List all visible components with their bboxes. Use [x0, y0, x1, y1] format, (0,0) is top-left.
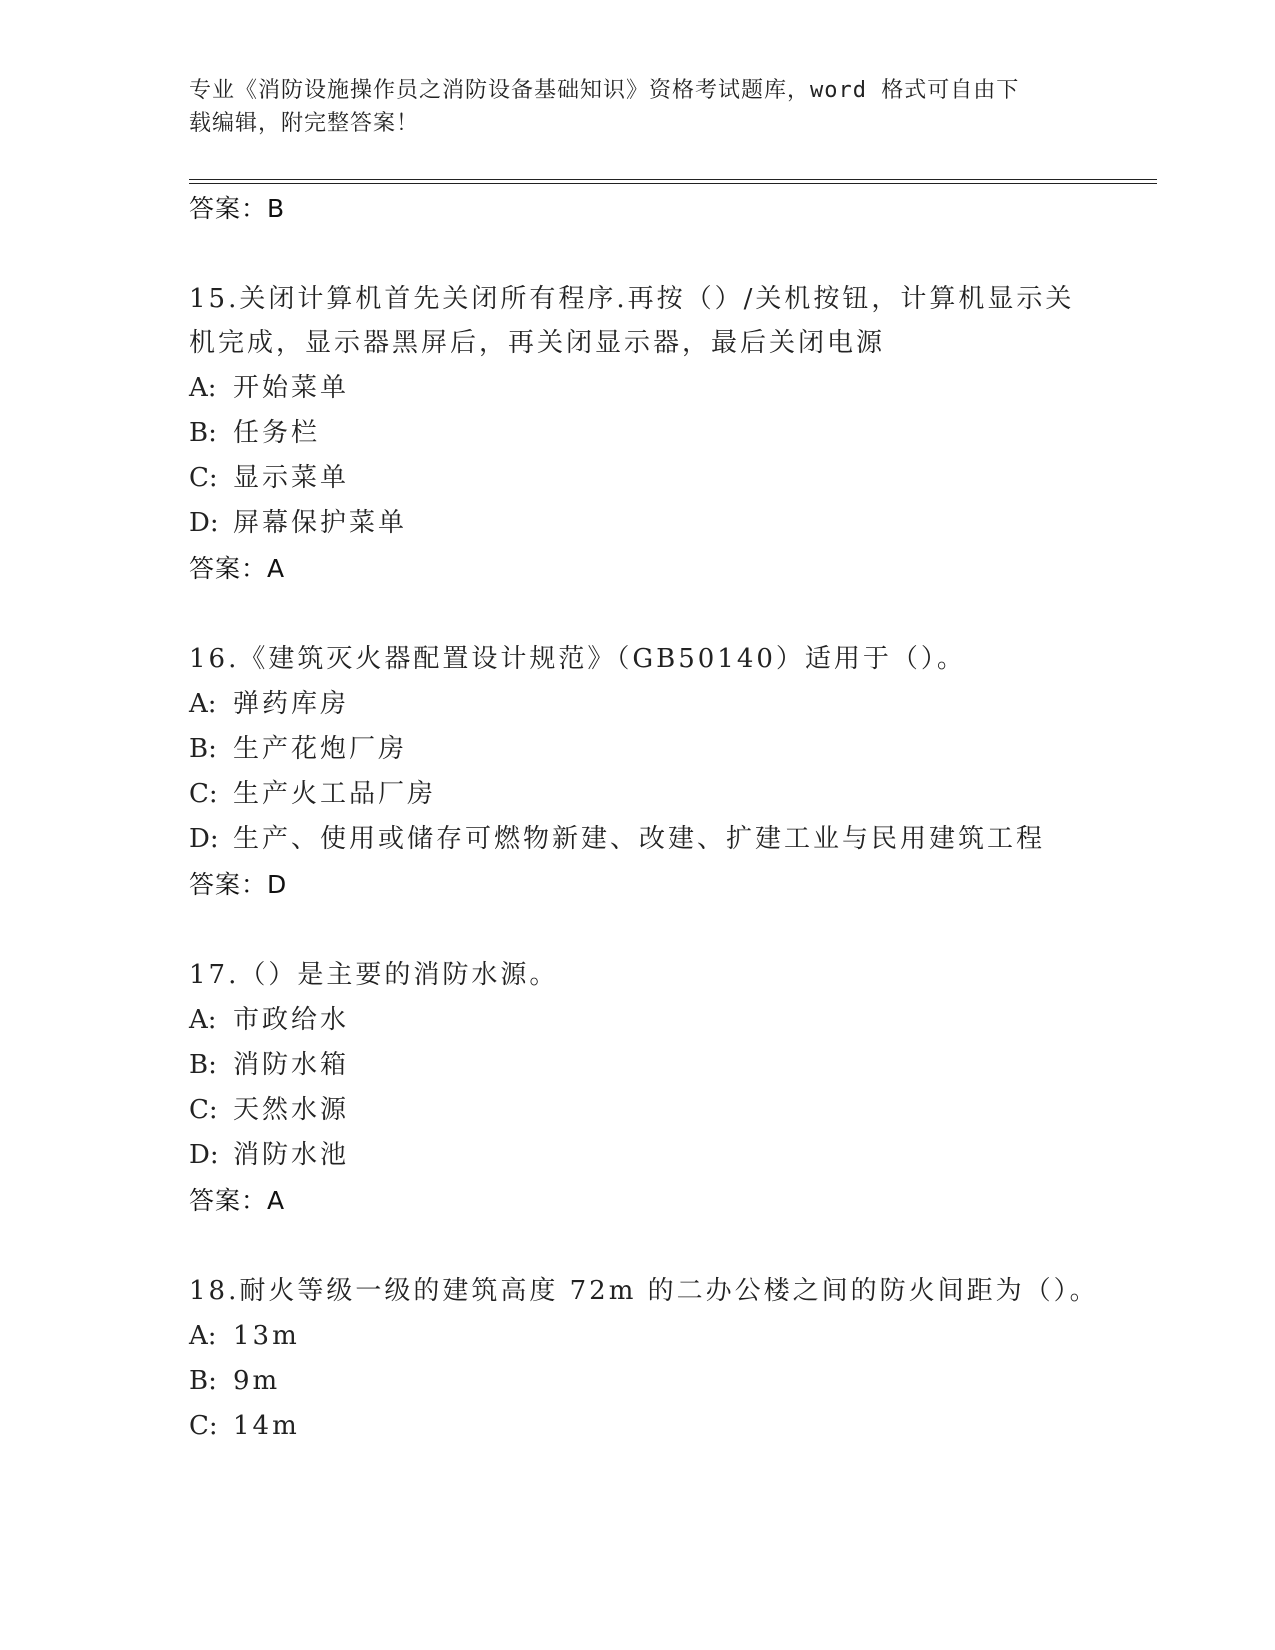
option-label: C: [189, 1411, 218, 1441]
option-label: A: [189, 1321, 217, 1351]
option-text: 任务栏 [233, 418, 321, 448]
option-label: A: [189, 373, 217, 403]
option-text: 消防水池 [233, 1140, 350, 1170]
option-label: C: [189, 779, 218, 809]
option-text: 弹药库房 [233, 689, 350, 719]
question-15-text-line-2: 机完成，显示器黑屏后，再关闭显示器，最后关闭电源 [189, 328, 886, 358]
option-label: D: [189, 1140, 219, 1170]
question-16-option-b [189, 733, 407, 765]
question-16-option-c [189, 778, 436, 810]
option-label: D: [189, 824, 219, 854]
option-text: 13m [233, 1321, 300, 1351]
header-line-2: 载编辑，附完整答案！ [189, 111, 420, 136]
option-text: 消防水箱 [233, 1050, 350, 1080]
option-text: 屏幕保护菜单 [233, 508, 408, 538]
question-15-answer: 答案：A [189, 554, 286, 583]
header-divider-top [189, 179, 1157, 180]
question-15-option-c [189, 462, 349, 494]
question-18-text: 18.耐火等级一级的建筑高度 72m 的二办公楼之间的防火间距为（）。 [189, 1276, 1099, 1306]
option-text: 天然水源 [233, 1095, 350, 1125]
option-label: A: [189, 1005, 217, 1035]
question-17-answer: 答案：A [189, 1186, 286, 1215]
question-18-option-b [189, 1365, 280, 1397]
option-label: A: [189, 689, 217, 719]
header-divider-bottom [189, 183, 1157, 184]
option-text: 显示菜单 [233, 463, 350, 493]
option-label: B: [189, 1050, 217, 1080]
option-label: D: [189, 508, 219, 538]
question-15-option-d [189, 507, 407, 539]
question-15-text-line-1: 15.关闭计算机首先关闭所有程序.再按（）/关机按钮，计算机显示关 [189, 284, 1075, 314]
option-text: 生产花炮厂房 [233, 734, 408, 764]
question-16-text: 16.《建筑灭火器配置设计规范》（GB50140）适用于（）。 [189, 644, 966, 674]
option-label: B: [189, 1366, 217, 1396]
header-line-1: 专业《消防设施操作员之消防设备基础知识》资格考试题库，word 格式可自由下 [189, 78, 1020, 103]
option-label: B: [189, 734, 217, 764]
question-16-answer: 答案：D [189, 870, 288, 899]
question-17-option-a [189, 1004, 349, 1036]
question-17-option-b [189, 1049, 349, 1081]
question-17-text: 17.（）是主要的消防水源。 [189, 960, 559, 990]
option-label: B: [189, 418, 217, 448]
option-text: 市政给水 [233, 1005, 350, 1035]
previous-answer: 答案：B [189, 194, 286, 223]
option-text: 生产、使用或储存可燃物新建、改建、扩建工业与民用建筑工程 [233, 824, 1046, 854]
document-header [189, 74, 1089, 140]
question-17-option-d [189, 1139, 349, 1171]
option-label: C: [189, 1095, 218, 1125]
question-16-option-d [189, 823, 1045, 855]
question-18-option-c [189, 1410, 300, 1442]
option-text: 9m [233, 1366, 281, 1396]
question-18-option-a [189, 1320, 300, 1352]
option-text: 开始菜单 [233, 373, 350, 403]
option-text: 14m [233, 1411, 300, 1441]
option-text: 生产火工品厂房 [233, 779, 437, 809]
question-15-option-a [189, 372, 349, 404]
option-label: C: [189, 463, 218, 493]
question-16-option-a [189, 688, 349, 720]
question-15-option-b [189, 417, 320, 449]
question-17-option-c [189, 1094, 349, 1126]
